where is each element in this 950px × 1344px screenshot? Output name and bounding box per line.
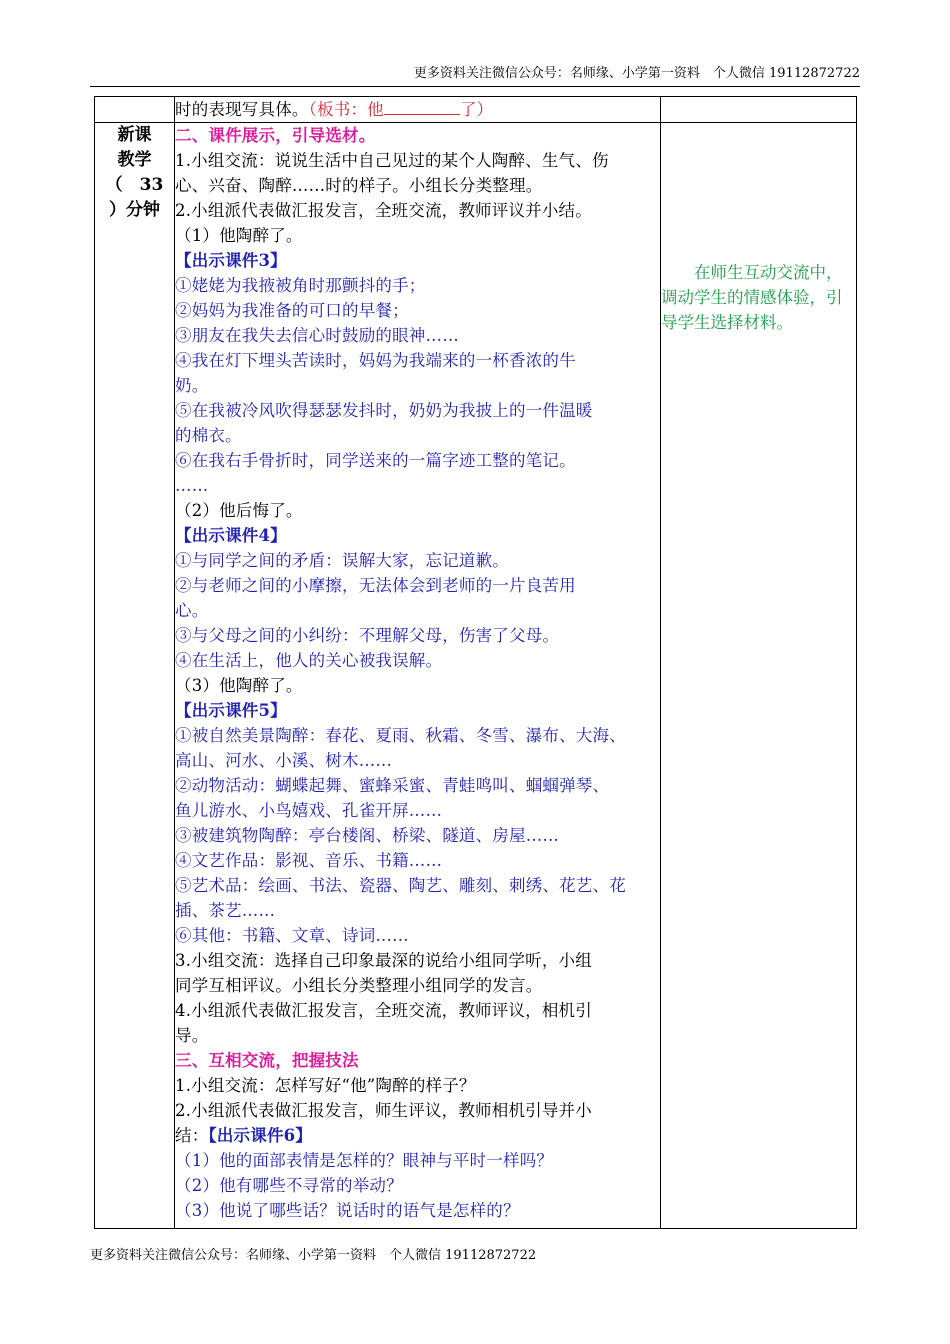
list-item: 心。 bbox=[175, 601, 209, 620]
table-row-new-lesson bbox=[95, 123, 857, 1229]
list-item: …… bbox=[175, 476, 209, 495]
list-item: 的棉衣。 bbox=[175, 426, 242, 445]
table-row-continued bbox=[95, 97, 857, 123]
list-item: ④文艺作品：影视、音乐、书籍…… bbox=[175, 851, 443, 870]
content-line: 心、兴奋、陶醉……时的样子。小组长分类整理。 bbox=[175, 176, 543, 195]
section-3-title: 三、互相交流，把握技法 bbox=[175, 1051, 359, 1070]
list-item: ⑥其他：书籍、文章、诗词…… bbox=[175, 926, 409, 945]
list-item: ③被建筑物陶醉：亭台楼阁、桥梁、隧道、房屋…… bbox=[175, 826, 560, 845]
stage-label-line: （ 33 bbox=[105, 175, 164, 195]
courseware-3-label: 【出示课件3】 bbox=[175, 251, 287, 270]
list-item: 高山、河水、小溪、树木…… bbox=[175, 751, 393, 770]
courseware-4-label: 【出示课件4】 bbox=[175, 526, 287, 545]
question-item: （1）他的面部表情是怎样的？眼神与平时一样吗？ bbox=[175, 1151, 554, 1170]
content-line: 1.小组交流：怎样写好“他”陶醉的样子？ bbox=[175, 1076, 476, 1095]
question-item: （3）他说了哪些话？说话时的语气是怎样的？ bbox=[175, 1201, 520, 1220]
list-item: ⑤在我被冷风吹得瑟瑟发抖时，奶奶为我披上的一件温暖 bbox=[175, 401, 593, 420]
lesson-plan-table bbox=[94, 96, 857, 1229]
page-footer: 更多资料关注微信公众号：名师缘、小学第一资料 个人微信 19112872722 bbox=[90, 1248, 537, 1263]
question-item: （2）他有哪些不寻常的举动？ bbox=[175, 1176, 403, 1195]
design-intent-note: 在师生互动交流中，调动学生的情感体验，引导学生选择材料。 bbox=[661, 263, 843, 332]
list-item: ③与父母之间的小纠纷：不理解父母，伤害了父母。 bbox=[175, 626, 560, 645]
stage-label-line: 新课 bbox=[117, 125, 152, 145]
page-header: 更多资料关注微信公众号：名师缘、小学第一资料 个人微信 19112872722 bbox=[413, 66, 860, 81]
list-item: ②与老师之间的小摩擦，无法体会到老师的一片良苦用 bbox=[175, 576, 576, 595]
board-writing-prefix: （板书：他 bbox=[308, 100, 384, 119]
side-cell-empty bbox=[661, 97, 857, 123]
continued-text-cell bbox=[175, 97, 661, 123]
list-item: ②动物活动：蝴蝶起舞、蜜蜂采蜜、青蛙鸣叫、蝈蝈弹琴、 bbox=[175, 776, 610, 795]
content-line: 2.小组派代表做汇报发言，全班交流，教师评议并小结。 bbox=[175, 201, 592, 220]
board-blank bbox=[384, 98, 460, 115]
header-rule bbox=[90, 86, 860, 87]
list-item: ⑤艺术品：绘画、书法、瓷器、陶艺、雕刻、刺绣、花艺、花 bbox=[175, 876, 626, 895]
content-line-with-courseware bbox=[175, 1123, 660, 1148]
stage-label-cell bbox=[95, 123, 175, 1229]
subheading: （2）他后悔了。 bbox=[175, 501, 303, 520]
continued-text: 时的表现写具体。 bbox=[175, 100, 309, 119]
list-item: 奶。 bbox=[175, 376, 209, 395]
list-item: 插、茶艺…… bbox=[175, 901, 276, 920]
courseware-6-label: 【出示课件6】 bbox=[208, 1126, 313, 1145]
courseware-5-label: 【出示课件5】 bbox=[175, 701, 287, 720]
list-item: ④我在灯下埋头苦读时，妈妈为我端来的一杯香浓的牛 bbox=[175, 351, 576, 370]
list-item: ①与同学之间的矛盾：误解大家，忘记道歉。 bbox=[175, 551, 509, 570]
content-line: 同学互相评议。小组长分类整理小组同学的发言。 bbox=[175, 976, 543, 995]
section-2-title: 二、课件展示，引导选材。 bbox=[175, 126, 376, 145]
content-line: 2.小组派代表做汇报发言，师生评议，教师相机引导并小 bbox=[175, 1101, 592, 1120]
list-item: ②妈妈为我准备的可口的早餐； bbox=[175, 301, 409, 320]
subheading: （1）他陶醉了。 bbox=[175, 226, 303, 245]
board-writing-suffix: 了） bbox=[459, 100, 494, 119]
content-line: 1.小组交流：说说生活中自己见过的某个人陶醉、生气、伤 bbox=[175, 151, 609, 170]
list-item: ①被自然美景陶醉：春花、夏雨、秋霜、冬雪、瀑布、大海、 bbox=[175, 726, 626, 745]
list-item: ①姥姥为我掖被角时那颤抖的手； bbox=[175, 276, 426, 295]
content-line: 导。 bbox=[175, 1026, 209, 1045]
lesson-content-cell bbox=[175, 123, 661, 1229]
content-line: 4.小组派代表做汇报发言，全班交流，教师评议，相机引 bbox=[175, 1001, 592, 1020]
design-intent-cell bbox=[661, 123, 857, 1229]
list-item: 鱼儿游水、小鸟嬉戏、孔雀开屏…… bbox=[175, 801, 443, 820]
stage-label-line: 教学 bbox=[117, 150, 152, 170]
subheading: （3）他陶醉了。 bbox=[175, 676, 303, 695]
list-item: ④在生活上，他人的关心被我误解。 bbox=[175, 651, 443, 670]
list-item: ⑥在我右手骨折时，同学送来的一篇字迹工整的笔记。 bbox=[175, 451, 576, 470]
content-text: 结： bbox=[175, 1126, 209, 1145]
content-line: 3.小组交流：选择自己印象最深的说给小组同学听，小组 bbox=[175, 951, 592, 970]
list-item: ③朋友在我失去信心时鼓励的眼神…… bbox=[175, 326, 459, 345]
label-cell-empty bbox=[95, 97, 175, 123]
stage-label-line: ）分钟 bbox=[109, 200, 160, 220]
